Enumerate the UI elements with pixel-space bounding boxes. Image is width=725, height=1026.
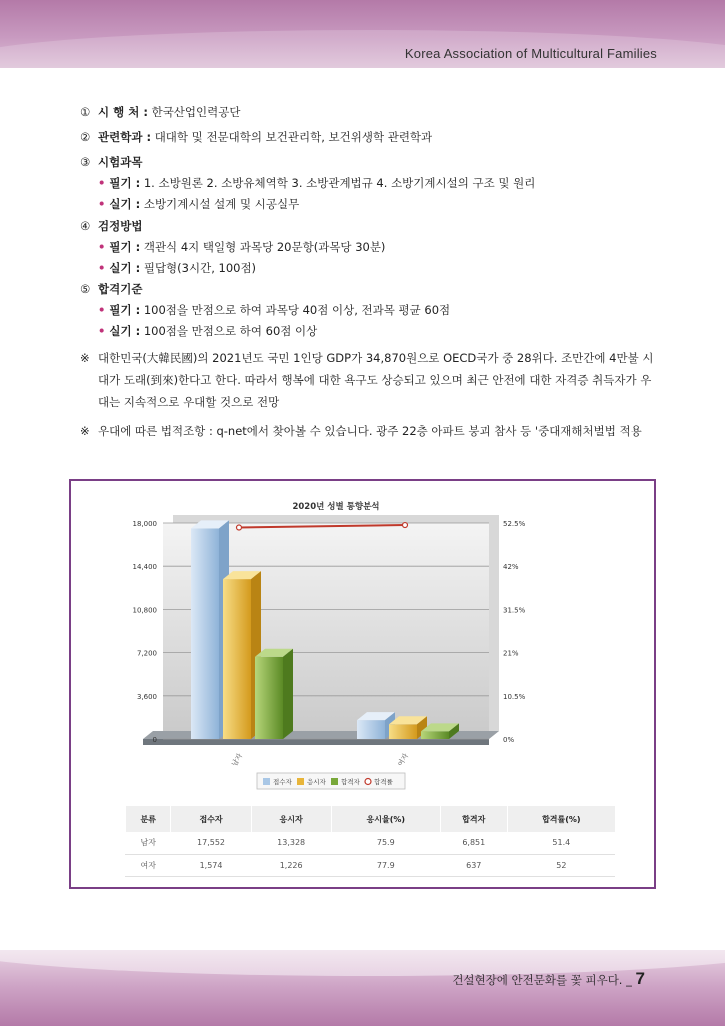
y-right-tick-label: 52.5% — [503, 520, 526, 528]
table-cell: 남자 — [126, 832, 171, 854]
table-cell: 52 — [507, 854, 615, 876]
table-body — [126, 832, 616, 876]
pass-rate-point — [403, 523, 408, 528]
footer-separator: _ — [622, 973, 636, 987]
bar-합격자-여자 — [421, 731, 449, 739]
y-left-tick-label: 7,200 — [136, 649, 157, 658]
bullet-icon: • — [98, 197, 106, 211]
y-right-tick-label: 0% — [503, 736, 515, 744]
bullet-icon: • — [98, 240, 106, 254]
table-header-cell: 합격률(%) — [507, 806, 615, 832]
table-cell: 13,328 — [251, 832, 331, 854]
item-3-number: ③ — [80, 155, 91, 169]
stats-table — [125, 806, 615, 877]
bar-side-합격자-남자 — [283, 649, 293, 739]
item-2 — [80, 129, 432, 146]
item-3-practical-text: 소방기계시설 설계 및 시공실무 — [140, 197, 300, 211]
table-header-row — [126, 806, 616, 832]
reference-mark-icon: ※ — [80, 424, 90, 438]
item-5-label: 합격기준 — [98, 282, 143, 296]
item-4-written-label: 필기 : — [109, 240, 141, 254]
table-header-cell: 합격자 — [440, 806, 507, 832]
table-cell: 17,552 — [171, 832, 251, 854]
page-number: 7 — [635, 969, 645, 988]
x-tick-label: 여자 — [396, 752, 411, 768]
table-header-cell: 접수자 — [171, 806, 251, 832]
y-right-tick-label: 31.5% — [503, 606, 526, 615]
table-row — [126, 832, 616, 854]
table-cell: 여자 — [126, 854, 171, 876]
legend-swatch-응시자 — [297, 778, 304, 785]
plot-floor-edge — [143, 739, 489, 745]
item-4-label: 검정방법 — [98, 219, 143, 233]
item-3-practical-label: 실기 : — [109, 197, 141, 211]
table-row — [126, 854, 616, 876]
header-title: Korea Association of Multicultural Families — [404, 46, 657, 61]
item-4-practical — [80, 260, 256, 277]
bullet-icon: • — [98, 303, 106, 317]
footer-slogan: 건설현장에 안전문화를 꽃 피우다. — [452, 973, 623, 987]
table-header-cell: 응시율(%) — [331, 806, 440, 832]
table-cell: 1,226 — [251, 854, 331, 876]
item-5-written-text: 100점을 만점으로 하여 과목당 40점 이상, 전과목 평균 60점 — [140, 303, 451, 317]
y-right-tick-label: 21% — [503, 649, 519, 658]
x-tick-label: 남자 — [230, 752, 245, 768]
y-right-tick-label: 10.5% — [503, 692, 526, 701]
note-1 — [80, 347, 660, 413]
bar-응시자-남자 — [223, 579, 251, 739]
footer — [452, 969, 645, 989]
bullet-icon: • — [98, 261, 106, 275]
item-2-number: ② — [80, 130, 91, 144]
bar-합격자-남자 — [255, 657, 283, 739]
item-5-practical-text: 100점을 만점으로 하여 60점 이상 — [140, 324, 318, 338]
item-5 — [80, 281, 142, 298]
legend-label: 합격자 — [341, 778, 360, 786]
item-5-number: ⑤ — [80, 282, 91, 296]
table-cell: 6,851 — [440, 832, 507, 854]
bar-접수자-남자 — [191, 528, 219, 739]
item-1-label: 시 행 처 : — [98, 105, 148, 119]
note-2-text: 우대에 따른 법적조항 : q-net에서 찾아볼 수 있습니다. 광주 22층 아파트 붕괴 참사 등 '중대재해처벌법 적용 — [98, 424, 642, 438]
table-cell: 77.9 — [331, 854, 440, 876]
table-cell: 1,574 — [171, 854, 251, 876]
legend-swatch-합격률 — [365, 779, 371, 785]
legend-swatch-접수자 — [263, 778, 270, 785]
pass-rate-point — [237, 525, 242, 530]
item-5-practical — [80, 323, 317, 340]
note-2 — [80, 420, 660, 442]
item-1-number: ① — [80, 105, 91, 119]
item-3-written — [80, 175, 535, 192]
note-1-text: 대한민국(大韓民國)의 2021년도 국민 1인당 GDP가 34,870원으로 OECD국가 중 28위다. 조만간에 4만불 시대가 도래(到來)한다고 한다. 따라서 행복에 대한 욕구도 상승되고 있으며 최근 안전에 대한 자격증 취득자가 우대는 지속적으로 우대할 것으로 전망 — [98, 351, 654, 409]
item-5-written-label: 필기 : — [109, 303, 141, 317]
table-header-cell: 응시자 — [251, 806, 331, 832]
item-4-written-text: 객관식 4지 택일형 과목당 20문항(과목당 30분) — [140, 240, 386, 254]
bar-chart — [71, 481, 654, 801]
legend-swatch-합격자 — [331, 778, 338, 785]
item-4-practical-text: 필답형(3시간, 100점) — [140, 261, 257, 275]
item-3 — [80, 154, 142, 171]
item-3-label: 시험과목 — [98, 155, 143, 169]
table-cell: 75.9 — [331, 832, 440, 854]
y-left-tick-label: 3,600 — [136, 692, 157, 701]
reference-mark-icon: ※ — [80, 351, 90, 365]
legend-label: 응시자 — [307, 778, 326, 786]
y-right-tick-label: 42% — [503, 563, 519, 572]
legend-label: 합격률 — [374, 778, 393, 786]
item-4-number: ④ — [80, 219, 91, 233]
item-4 — [80, 218, 142, 235]
item-1 — [80, 104, 240, 121]
chart-title: 2020년 성별 통향분석 — [292, 502, 380, 512]
table-cell: 637 — [440, 854, 507, 876]
bullet-icon: • — [98, 324, 106, 338]
item-5-practical-label: 실기 : — [109, 324, 141, 338]
y-left-tick-label: 0 — [152, 736, 157, 744]
table-cell: 51.4 — [507, 832, 615, 854]
item-3-written-text: 1. 소방원론 2. 소방유체역학 3. 소방관계법규 4. 소방기계시설의 구조 및 원리 — [140, 176, 536, 190]
table-header-cell: 분류 — [126, 806, 171, 832]
bar-응시자-여자 — [389, 724, 417, 739]
item-2-label: 관련학과 : — [98, 130, 152, 144]
chart-panel — [69, 479, 656, 889]
item-5-written — [80, 302, 450, 319]
bar-접수자-여자 — [357, 720, 385, 739]
item-4-written — [80, 239, 385, 256]
item-1-text: 한국산업인력공단 — [147, 105, 241, 119]
y-left-tick-label: 10,800 — [132, 606, 157, 615]
y-left-tick-label: 18,000 — [132, 520, 157, 528]
y-left-tick-label: 14,400 — [132, 563, 157, 572]
bullet-icon: • — [98, 176, 106, 190]
item-2-text: 대대학 및 전문대학의 보건관리학, 보건위생학 관련학과 — [151, 130, 433, 144]
item-3-written-label: 필기 : — [109, 176, 141, 190]
item-4-practical-label: 실기 : — [109, 261, 141, 275]
legend-label: 접수자 — [273, 778, 292, 786]
item-3-practical — [80, 196, 299, 213]
